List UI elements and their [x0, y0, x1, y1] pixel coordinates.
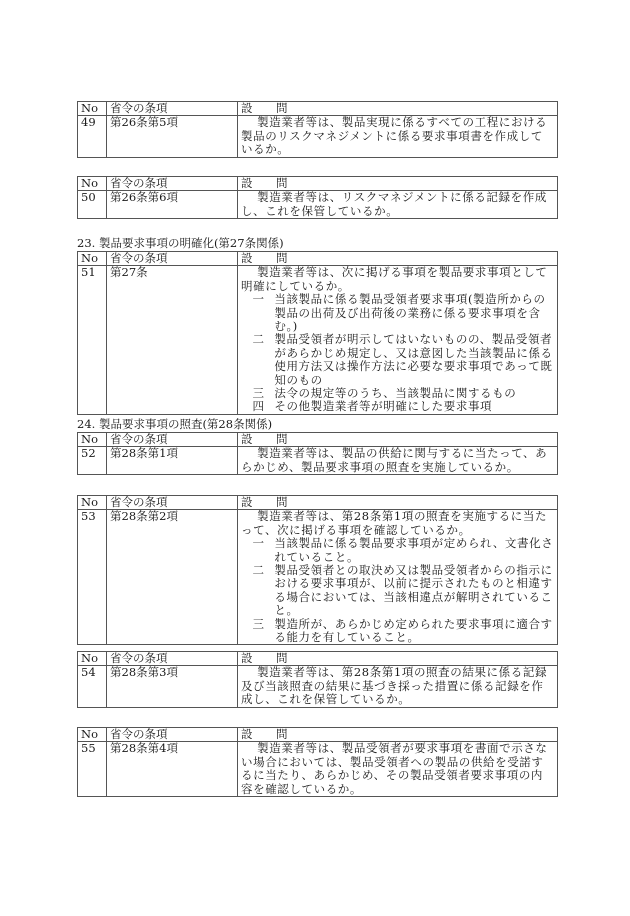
question-text: 製造業者等は、第28条第1項の照査を実施するに当たって、次に掲げる事項を確認しているか。 — [241, 509, 548, 537]
item-number: 一 — [252, 536, 265, 551]
item-text: 製品受領者との取決め又は製品受領者からの指示における要求事項が、以前に提示されたものと相違する場合においては、当該相違点が解明されていること。 — [274, 563, 553, 618]
table-row — [78, 266, 558, 414]
header-question: 設 問 — [238, 252, 558, 266]
header-no: No — [78, 728, 107, 742]
header-no: No — [78, 652, 107, 666]
item-text: 法令の規定等のうち、当該製品に関するもの — [274, 386, 517, 401]
header-article: 省令の条項 — [107, 102, 238, 116]
row-question — [238, 191, 558, 219]
row-article: 第26条第5項 — [107, 116, 238, 157]
question-table-52 — [77, 432, 558, 475]
question-text: 製造業者等は、次に掲げる事項を製品要求事項として明確にしているか。 — [241, 265, 548, 293]
row-question — [238, 742, 558, 797]
list-item — [241, 537, 554, 564]
list-item — [241, 400, 554, 413]
row-no: 52 — [78, 447, 107, 475]
item-text: 製造所が、あらかじめ定められた要求事項に適合する能力を有していること。 — [274, 616, 553, 645]
row-no: 55 — [78, 742, 107, 797]
header-article: 省令の条項 — [107, 652, 238, 666]
header-article: 省令の条項 — [107, 433, 238, 447]
header-question: 設 問 — [238, 652, 558, 666]
header-question: 設 問 — [238, 102, 558, 116]
list-item — [241, 387, 554, 400]
item-number: 一 — [252, 292, 265, 307]
item-list — [241, 537, 554, 644]
question-text: 製造業者等は、製品実現に係るすべての工程における製品のリスクマネジメントに係る要求事項書を作成しているか。 — [241, 115, 548, 157]
row-no: 53 — [78, 510, 107, 645]
table-row — [78, 116, 558, 157]
item-number: 三 — [252, 616, 265, 631]
header-article: 省令の条項 — [107, 728, 238, 742]
table-row — [78, 510, 558, 645]
header-article: 省令の条項 — [107, 177, 238, 191]
row-question — [238, 666, 558, 707]
header-question: 設 問 — [238, 728, 558, 742]
question-table-49 — [77, 101, 558, 158]
table-row — [78, 447, 558, 475]
item-number: 二 — [252, 563, 265, 578]
item-number: 三 — [252, 386, 265, 401]
row-article: 第28条第4項 — [107, 742, 238, 797]
row-article: 第28条第3項 — [107, 666, 238, 707]
list-item — [241, 564, 554, 618]
section-heading-24: 24. 製品要求事項の照査(第28条関係) — [77, 417, 273, 431]
question-table-50 — [77, 176, 558, 219]
row-no: 54 — [78, 666, 107, 707]
question-text: 製造業者等は、製品受領者が要求事項を書面で示さない場合においては、製品受領者への製品の供給を受諾するに当たり、あらかじめ、その製品受領者要求事項の内容を確認しているか。 — [241, 741, 548, 796]
item-text: 当該製品に係る製品要求事項が定められ、文書化されていること。 — [274, 536, 554, 564]
table-header-row — [78, 252, 558, 266]
table-header-row — [78, 496, 558, 510]
table-header-row — [78, 652, 558, 666]
question-table-53 — [77, 495, 558, 645]
table-header-row — [78, 177, 558, 191]
row-article: 第26条第6項 — [107, 191, 238, 219]
header-no: No — [78, 496, 107, 510]
row-question — [238, 510, 558, 645]
question-text: 製造業者等は、リスクマネジメントに係る記録を作成し、これを保管しているか。 — [241, 190, 547, 218]
header-article: 省令の条項 — [107, 252, 238, 266]
row-no: 50 — [78, 191, 107, 219]
header-no: No — [78, 252, 107, 266]
list-item — [241, 618, 554, 645]
table-header-row — [78, 728, 558, 742]
row-article: 第28条第2項 — [107, 510, 238, 645]
row-article: 第28条第1項 — [107, 447, 238, 475]
list-item — [241, 293, 554, 333]
item-number: 四 — [252, 399, 265, 414]
row-question — [238, 266, 558, 414]
item-list — [241, 293, 554, 414]
section-heading-23: 23. 製品要求事項の明確化(第27条関係) — [77, 236, 284, 250]
header-question: 設 問 — [238, 177, 558, 191]
table-header-row — [78, 433, 558, 447]
question-table-55 — [77, 727, 558, 797]
question-table-51 — [77, 251, 558, 415]
table-row — [78, 742, 558, 797]
row-no: 51 — [78, 266, 107, 414]
row-article: 第27条 — [107, 266, 238, 414]
item-text: その他製造業者等が明確にした要求事項 — [274, 399, 493, 414]
header-no: No — [78, 433, 107, 447]
table-row — [78, 191, 558, 219]
header-question: 設 問 — [238, 433, 558, 447]
header-article: 省令の条項 — [107, 496, 238, 510]
row-no: 49 — [78, 116, 107, 157]
question-table-54 — [77, 651, 558, 708]
row-question — [238, 116, 558, 157]
table-header-row — [78, 102, 558, 116]
header-no: No — [78, 177, 107, 191]
question-text: 製造業者等は、第28条第1項の照査の結果に係る記録及び当該照査の結果に基づき採った措置に係る記録を作成し、これを保管しているか。 — [241, 665, 548, 707]
item-text: 当該製品に係る製品受領者要求事項(製造所からの製品の出荷及び出荷後の業務に係る要求事項を含む。) — [274, 292, 546, 334]
row-question — [238, 447, 558, 475]
table-row — [78, 666, 558, 707]
question-text: 製造業者等は、製品の供給に関与するに当たって、あらかじめ、製品要求事項の照査を実施しているか。 — [241, 446, 548, 474]
header-no: No — [78, 102, 107, 116]
list-item — [241, 333, 554, 387]
header-question: 設 問 — [238, 496, 558, 510]
item-number: 二 — [252, 332, 265, 347]
item-text: 製品受領者が明示してはいないものの、製品受領者があらかじめ規定し、又は意図した当該製品に係る使用方法又は操作方法に必要な要求事項であって既知のもの — [274, 332, 553, 387]
